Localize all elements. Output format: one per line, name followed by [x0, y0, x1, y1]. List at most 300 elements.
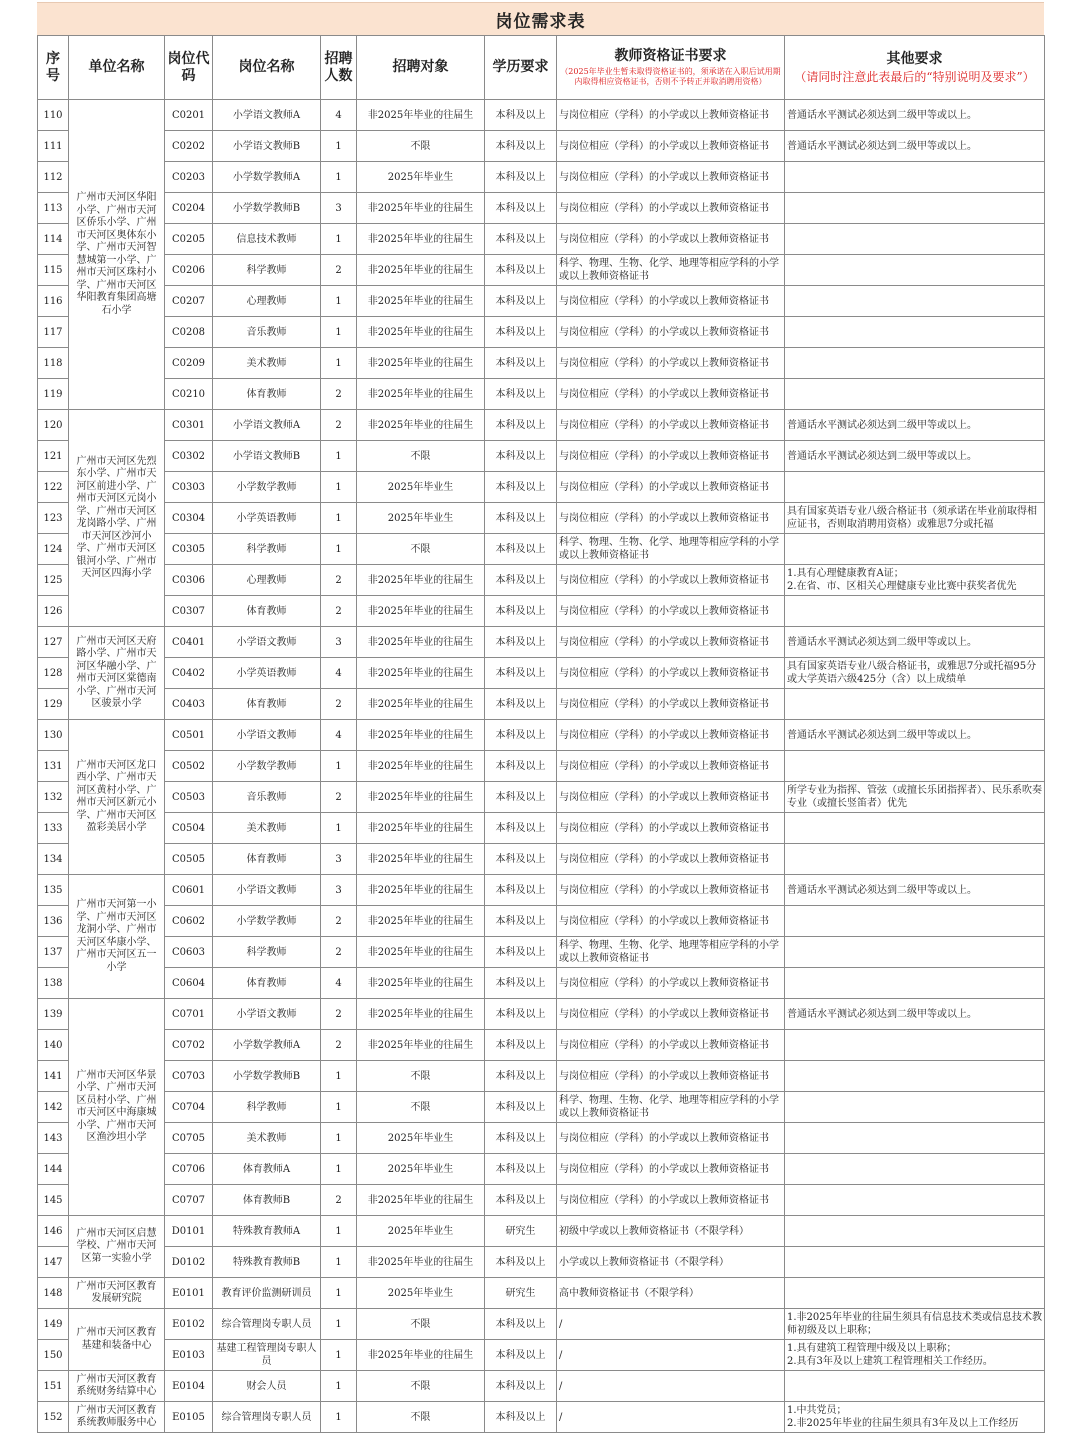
other-cell: [785, 348, 1045, 379]
num-cell: 1: [321, 131, 357, 162]
num-cell: 1: [321, 1154, 357, 1185]
table-row: [38, 751, 1045, 782]
post-cell: 小学语文教师B: [213, 131, 321, 162]
edu-cell: 本科及以上: [485, 813, 557, 844]
other-cell: [785, 844, 1045, 875]
table-row: [38, 1123, 1045, 1154]
num-cell: 1: [321, 1092, 357, 1123]
target-cell: 非2025年毕业的往届生: [357, 565, 485, 596]
cert-cell: 与岗位相应（学科）的小学或以上教师资格证书: [557, 968, 785, 999]
num-cell: 2: [321, 999, 357, 1030]
code-cell: C0207: [165, 286, 213, 317]
other-cell: [785, 255, 1045, 286]
seq-cell: 119: [38, 379, 69, 410]
edu-cell: 本科及以上: [485, 224, 557, 255]
post-cell: 美术教师: [213, 348, 321, 379]
cert-cell: 与岗位相应（学科）的小学或以上教师资格证书: [557, 503, 785, 534]
unit-name-cell: 广州市天河区教育系统教师服务中心: [69, 1402, 165, 1433]
seq-cell: 130: [38, 720, 69, 751]
cert-cell: 与岗位相应（学科）的小学或以上教师资格证书: [557, 286, 785, 317]
table-row: [38, 1371, 1045, 1402]
edu-cell: 本科及以上: [485, 1092, 557, 1123]
seq-cell: 149: [38, 1309, 69, 1340]
post-cell: 教育评价监测研训员: [213, 1278, 321, 1309]
cert-cell: 与岗位相应（学科）的小学或以上教师资格证书: [557, 782, 785, 813]
code-cell: C0505: [165, 844, 213, 875]
cert-cell: 与岗位相应（学科）的小学或以上教师资格证书: [557, 193, 785, 224]
cert-cell: 与岗位相应（学科）的小学或以上教师资格证书: [557, 596, 785, 627]
code-cell: C0707: [165, 1185, 213, 1216]
header-post: 岗位名称: [213, 36, 321, 100]
post-cell: 小学数学教师A: [213, 162, 321, 193]
code-cell: C0208: [165, 317, 213, 348]
cert-cell: 与岗位相应（学科）的小学或以上教师资格证书: [557, 751, 785, 782]
num-cell: 1: [321, 813, 357, 844]
cert-cell: 与岗位相应（学科）的小学或以上教师资格证书: [557, 658, 785, 689]
edu-cell: 本科及以上: [485, 534, 557, 565]
code-cell: C0303: [165, 472, 213, 503]
table-row: [38, 193, 1045, 224]
num-cell: 2: [321, 255, 357, 286]
post-cell: 小学数学教师: [213, 906, 321, 937]
edu-cell: 本科及以上: [485, 317, 557, 348]
target-cell: 非2025年毕业的往届生: [357, 627, 485, 658]
code-cell: E0104: [165, 1371, 213, 1402]
post-cell: 小学语文教师: [213, 999, 321, 1030]
target-cell: 非2025年毕业的往届生: [357, 782, 485, 813]
other-cell: [785, 1371, 1045, 1402]
table-row: [38, 534, 1045, 565]
other-cell: [785, 1216, 1045, 1247]
other-cell: [785, 937, 1045, 968]
num-cell: 1: [321, 472, 357, 503]
cert-cell: 科学、物理、生物、化学、地理等相应学科的小学或以上教师资格证书: [557, 937, 785, 968]
seq-cell: 145: [38, 1185, 69, 1216]
unit-name-cell: 广州市天河区龙口西小学、广州市天河区黄村小学、广州市天河区新元小学、广州市天河区盈彩美居小学: [69, 720, 165, 875]
other-cell: 普通话水平测试必须达到二级甲等或以上。: [785, 441, 1045, 472]
code-cell: C0603: [165, 937, 213, 968]
code-cell: C0307: [165, 596, 213, 627]
num-cell: 2: [321, 689, 357, 720]
post-cell: 综合管理岗专职人员: [213, 1309, 321, 1340]
post-cell: 科学教师: [213, 534, 321, 565]
post-cell: 美术教师: [213, 1123, 321, 1154]
table-row: [38, 441, 1045, 472]
table-row: [38, 472, 1045, 503]
seq-cell: 125: [38, 565, 69, 596]
code-cell: C0501: [165, 720, 213, 751]
target-cell: 不限: [357, 1402, 485, 1433]
target-cell: 非2025年毕业的往届生: [357, 751, 485, 782]
seq-cell: 150: [38, 1340, 69, 1371]
edu-cell: 本科及以上: [485, 782, 557, 813]
edu-cell: 本科及以上: [485, 348, 557, 379]
code-cell: C0604: [165, 968, 213, 999]
other-cell: [785, 534, 1045, 565]
num-cell: 1: [321, 1123, 357, 1154]
unit-name-cell: 广州市天河区先烈东小学、广州市天河区前进小学、广州市天河区元岗小学、广州市天河区龙岗路小学、广州市天河区沙河小学、广州市天河区银河小学、广州市天河区四海小学: [69, 410, 165, 627]
cert-cell: 与岗位相应（学科）的小学或以上教师资格证书: [557, 1061, 785, 1092]
code-cell: C0201: [165, 100, 213, 131]
other-cell: [785, 224, 1045, 255]
code-cell: C0206: [165, 255, 213, 286]
edu-cell: 本科及以上: [485, 379, 557, 410]
other-cell: [785, 751, 1045, 782]
cert-cell: /: [557, 1371, 785, 1402]
post-cell: 体育教师A: [213, 1154, 321, 1185]
code-cell: C0205: [165, 224, 213, 255]
table-row: [38, 689, 1045, 720]
table-row: [38, 782, 1045, 813]
cert-cell: /: [557, 1309, 785, 1340]
table-row: [38, 596, 1045, 627]
cert-cell: 与岗位相应（学科）的小学或以上教师资格证书: [557, 100, 785, 131]
edu-cell: 本科及以上: [485, 1402, 557, 1433]
other-cell: 1.非2025年毕业的往届生须具有信息技术类或信息技术教师初级及以上职称；: [785, 1309, 1045, 1340]
target-cell: 非2025年毕业的往届生: [357, 100, 485, 131]
post-cell: 音乐教师: [213, 317, 321, 348]
seq-cell: 114: [38, 224, 69, 255]
cert-cell: 与岗位相应（学科）的小学或以上教师资格证书: [557, 379, 785, 410]
cert-cell: 科学、物理、生物、化学、地理等相应学科的小学或以上教师资格证书: [557, 534, 785, 565]
num-cell: 3: [321, 627, 357, 658]
post-cell: 信息技术教师: [213, 224, 321, 255]
code-cell: C0403: [165, 689, 213, 720]
header-row: [38, 36, 1045, 100]
target-cell: 不限: [357, 441, 485, 472]
seq-cell: 122: [38, 472, 69, 503]
table-row: [38, 286, 1045, 317]
post-cell: 体育教师: [213, 379, 321, 410]
seq-cell: 121: [38, 441, 69, 472]
edu-cell: 本科及以上: [485, 658, 557, 689]
target-cell: 非2025年毕业的往届生: [357, 348, 485, 379]
num-cell: 1: [321, 1402, 357, 1433]
code-cell: E0102: [165, 1309, 213, 1340]
post-cell: 特殊教育教师A: [213, 1216, 321, 1247]
post-cell: 小学数学教师: [213, 751, 321, 782]
other-cell: [785, 317, 1045, 348]
code-cell: C0209: [165, 348, 213, 379]
header-cert-note: （2025年毕业生暂未取得资格证书的，须承诺在入职后试用期内取得相应资格证书，否则不予转正并取消聘用资格）: [560, 67, 781, 86]
cert-cell: 高中教师资格证书（不限学科）: [557, 1278, 785, 1309]
cert-cell: 与岗位相应（学科）的小学或以上教师资格证书: [557, 844, 785, 875]
other-cell: [785, 1061, 1045, 1092]
num-cell: 1: [321, 224, 357, 255]
num-cell: 1: [321, 751, 357, 782]
target-cell: 非2025年毕业的往届生: [357, 875, 485, 906]
table-row: [38, 906, 1045, 937]
cert-cell: /: [557, 1340, 785, 1371]
table-row: [38, 1030, 1045, 1061]
seq-cell: 126: [38, 596, 69, 627]
post-cell: 基建工程管理岗专职人员: [213, 1340, 321, 1371]
code-cell: C0703: [165, 1061, 213, 1092]
cert-cell: 与岗位相应（学科）的小学或以上教师资格证书: [557, 1154, 785, 1185]
code-cell: C0304: [165, 503, 213, 534]
table-row: [38, 720, 1045, 751]
code-cell: C0302: [165, 441, 213, 472]
cert-cell: 与岗位相应（学科）的小学或以上教师资格证书: [557, 472, 785, 503]
target-cell: 非2025年毕业的往届生: [357, 286, 485, 317]
target-cell: 非2025年毕业的往届生: [357, 224, 485, 255]
seq-cell: 129: [38, 689, 69, 720]
post-cell: 小学语文教师: [213, 627, 321, 658]
num-cell: 1: [321, 317, 357, 348]
post-cell: 小学数学教师B: [213, 193, 321, 224]
header-cert-title: 教师资格证书要求: [614, 48, 727, 64]
other-cell: [785, 286, 1045, 317]
post-cell: 小学数学教师A: [213, 1030, 321, 1061]
edu-cell: 本科及以上: [485, 472, 557, 503]
code-cell: C0210: [165, 379, 213, 410]
target-cell: 非2025年毕业的往届生: [357, 1247, 485, 1278]
other-cell: [785, 906, 1045, 937]
target-cell: 非2025年毕业的往届生: [357, 596, 485, 627]
post-cell: 心理教师: [213, 286, 321, 317]
unit-name-cell: 广州市天河区教育基建和装备中心: [69, 1309, 165, 1371]
header-other-note: （请同时注意此表最后的“特别说明及要求”）: [794, 69, 1035, 84]
target-cell: 非2025年毕业的往届生: [357, 1185, 485, 1216]
edu-cell: 本科及以上: [485, 999, 557, 1030]
other-cell: [785, 1030, 1045, 1061]
edu-cell: 本科及以上: [485, 1061, 557, 1092]
header-other: [785, 36, 1045, 100]
target-cell: 不限: [357, 534, 485, 565]
num-cell: 4: [321, 968, 357, 999]
edu-cell: 本科及以上: [485, 689, 557, 720]
num-cell: 2: [321, 782, 357, 813]
post-cell: 小学语文教师A: [213, 100, 321, 131]
target-cell: 非2025年毕业的往届生: [357, 689, 485, 720]
code-cell: C0402: [165, 658, 213, 689]
num-cell: 2: [321, 410, 357, 441]
edu-cell: 本科及以上: [485, 565, 557, 596]
target-cell: 2025年毕业生: [357, 472, 485, 503]
seq-cell: 146: [38, 1216, 69, 1247]
edu-cell: 本科及以上: [485, 286, 557, 317]
post-cell: 音乐教师: [213, 782, 321, 813]
edu-cell: 本科及以上: [485, 937, 557, 968]
other-cell: 具有国家英语专业八级合格证书（须承诺在毕业前取得相应证书，否则取消聘用资格）或雅思7分或托福: [785, 503, 1045, 534]
code-cell: C0704: [165, 1092, 213, 1123]
post-cell: 小学语文教师: [213, 875, 321, 906]
unit-name-cell: 广州市天河第一小学、广州市天河区龙洞小学、广州市天河区华康小学、广州市天河区五一小学: [69, 875, 165, 999]
other-cell: [785, 968, 1045, 999]
target-cell: 非2025年毕业的往届生: [357, 968, 485, 999]
cert-cell: 与岗位相应（学科）的小学或以上教师资格证书: [557, 720, 785, 751]
num-cell: 3: [321, 844, 357, 875]
unit-name-cell: 广州市天河区华景小学、广州市天河区员村小学、广州市天河区中海康城小学、广州市天河区渔沙坦小学: [69, 999, 165, 1216]
code-cell: C0204: [165, 193, 213, 224]
target-cell: 2025年毕业生: [357, 162, 485, 193]
code-cell: C0301: [165, 410, 213, 441]
num-cell: 1: [321, 1278, 357, 1309]
seq-cell: 147: [38, 1247, 69, 1278]
unit-name-cell: 广州市天河区教育系统财务结算中心: [69, 1371, 165, 1402]
num-cell: 1: [321, 503, 357, 534]
code-cell: C0202: [165, 131, 213, 162]
cert-cell: 与岗位相应（学科）的小学或以上教师资格证书: [557, 410, 785, 441]
target-cell: 2025年毕业生: [357, 1216, 485, 1247]
seq-cell: 111: [38, 131, 69, 162]
other-cell: [785, 1247, 1045, 1278]
post-cell: 科学教师: [213, 1092, 321, 1123]
seq-cell: 115: [38, 255, 69, 286]
other-cell: [785, 193, 1045, 224]
num-cell: 3: [321, 875, 357, 906]
num-cell: 1: [321, 1371, 357, 1402]
cert-cell: 与岗位相应（学科）的小学或以上教师资格证书: [557, 1123, 785, 1154]
edu-cell: 本科及以上: [485, 875, 557, 906]
cert-cell: 与岗位相应（学科）的小学或以上教师资格证书: [557, 906, 785, 937]
seq-cell: 142: [38, 1092, 69, 1123]
unit-name-cell: 广州市天河区天府路小学、广州市天河区华融小学、广州市天河区棠德南小学、广州市天河区骏景小学: [69, 627, 165, 720]
target-cell: 2025年毕业生: [357, 1278, 485, 1309]
seq-cell: 141: [38, 1061, 69, 1092]
edu-cell: 本科及以上: [485, 1030, 557, 1061]
target-cell: 非2025年毕业的往届生: [357, 379, 485, 410]
seq-cell: 118: [38, 348, 69, 379]
post-cell: 体育教师: [213, 844, 321, 875]
edu-cell: 本科及以上: [485, 1154, 557, 1185]
table-row: [38, 1247, 1045, 1278]
header-unit: 单位名称: [69, 36, 165, 100]
edu-cell: 本科及以上: [485, 906, 557, 937]
cert-cell: 与岗位相应（学科）的小学或以上教师资格证书: [557, 162, 785, 193]
cert-cell: 与岗位相应（学科）的小学或以上教师资格证书: [557, 813, 785, 844]
code-cell: C0305: [165, 534, 213, 565]
num-cell: 2: [321, 379, 357, 410]
num-cell: 1: [321, 441, 357, 472]
edu-cell: 本科及以上: [485, 193, 557, 224]
edu-cell: 本科及以上: [485, 503, 557, 534]
seq-cell: 133: [38, 813, 69, 844]
table-title: 岗位需求表: [37, 2, 1044, 36]
cert-cell: 与岗位相应（学科）的小学或以上教师资格证书: [557, 565, 785, 596]
seq-cell: 117: [38, 317, 69, 348]
cert-cell: 科学、物理、生物、化学、地理等相应学科的小学或以上教师资格证书: [557, 255, 785, 286]
cert-cell: 与岗位相应（学科）的小学或以上教师资格证书: [557, 1030, 785, 1061]
cert-cell: 与岗位相应（学科）的小学或以上教师资格证书: [557, 627, 785, 658]
target-cell: 非2025年毕业的往届生: [357, 1030, 485, 1061]
seq-cell: 134: [38, 844, 69, 875]
edu-cell: 本科及以上: [485, 720, 557, 751]
num-cell: 1: [321, 286, 357, 317]
num-cell: 2: [321, 937, 357, 968]
post-cell: 体育教师: [213, 968, 321, 999]
other-cell: 1.中共党员； 2.非2025年毕业的往届生须具有3年及以上工作经历: [785, 1402, 1045, 1433]
other-cell: [785, 1123, 1045, 1154]
num-cell: 1: [321, 1216, 357, 1247]
seq-cell: 112: [38, 162, 69, 193]
table-row: [38, 1402, 1045, 1433]
header-other-title: 其他要求: [886, 50, 943, 67]
num-cell: 4: [321, 658, 357, 689]
other-cell: [785, 1185, 1045, 1216]
seq-cell: 110: [38, 100, 69, 131]
post-cell: 美术教师: [213, 813, 321, 844]
table-row: [38, 968, 1045, 999]
header-num: 招聘人数: [321, 36, 357, 100]
seq-cell: 120: [38, 410, 69, 441]
cert-cell: 与岗位相应（学科）的小学或以上教师资格证书: [557, 441, 785, 472]
post-cell: 心理教师: [213, 565, 321, 596]
edu-cell: 本科及以上: [485, 1123, 557, 1154]
header-cert: [557, 36, 785, 100]
edu-cell: 本科及以上: [485, 596, 557, 627]
edu-cell: 本科及以上: [485, 1309, 557, 1340]
code-cell: D0102: [165, 1247, 213, 1278]
table-row: [38, 317, 1045, 348]
edu-cell: 本科及以上: [485, 1247, 557, 1278]
seq-cell: 128: [38, 658, 69, 689]
post-cell: 小学语文教师: [213, 720, 321, 751]
table-row: [38, 1309, 1045, 1340]
num-cell: 1: [321, 348, 357, 379]
post-cell: 小学语文教师A: [213, 410, 321, 441]
cert-cell: 与岗位相应（学科）的小学或以上教师资格证书: [557, 317, 785, 348]
post-cell: 科学教师: [213, 255, 321, 286]
target-cell: 非2025年毕业的往届生: [357, 410, 485, 441]
table-row: [38, 131, 1045, 162]
target-cell: 不限: [357, 1092, 485, 1123]
table-row: [38, 1185, 1045, 1216]
num-cell: 4: [321, 720, 357, 751]
table-row: [38, 503, 1045, 534]
cert-cell: 与岗位相应（学科）的小学或以上教师资格证书: [557, 224, 785, 255]
seq-cell: 113: [38, 193, 69, 224]
other-cell: 普通话水平测试必须达到二级甲等或以上。: [785, 875, 1045, 906]
cert-cell: 与岗位相应（学科）的小学或以上教师资格证书: [557, 1185, 785, 1216]
seq-cell: 124: [38, 534, 69, 565]
target-cell: 非2025年毕业的往届生: [357, 813, 485, 844]
num-cell: 1: [321, 1061, 357, 1092]
code-cell: C0502: [165, 751, 213, 782]
target-cell: 2025年毕业生: [357, 1154, 485, 1185]
code-cell: C0702: [165, 1030, 213, 1061]
post-cell: 体育教师: [213, 596, 321, 627]
table-row: [38, 1154, 1045, 1185]
cert-cell: /: [557, 1402, 785, 1433]
other-cell: [785, 1278, 1045, 1309]
code-cell: C0706: [165, 1154, 213, 1185]
other-cell: 1.具有心理健康教育A证； 2.在省、市、区相关心理健康专业比赛中获奖者优先: [785, 565, 1045, 596]
target-cell: 不限: [357, 1371, 485, 1402]
seq-cell: 151: [38, 1371, 69, 1402]
code-cell: E0103: [165, 1340, 213, 1371]
target-cell: 非2025年毕业的往届生: [357, 1340, 485, 1371]
seq-cell: 132: [38, 782, 69, 813]
edu-cell: 研究生: [485, 1278, 557, 1309]
target-cell: 非2025年毕业的往届生: [357, 193, 485, 224]
post-cell: 综合管理岗专职人员: [213, 1402, 321, 1433]
table-row: [38, 100, 1045, 131]
edu-cell: 本科及以上: [485, 627, 557, 658]
code-cell: E0105: [165, 1402, 213, 1433]
other-cell: 普通话水平测试必须达到二级甲等或以上。: [785, 720, 1045, 751]
cert-cell: 与岗位相应（学科）的小学或以上教师资格证书: [557, 999, 785, 1030]
code-cell: C0504: [165, 813, 213, 844]
table-row: [38, 937, 1045, 968]
other-cell: 普通话水平测试必须达到二级甲等或以上。: [785, 100, 1045, 131]
target-cell: 不限: [357, 1309, 485, 1340]
num-cell: 1: [321, 1309, 357, 1340]
other-cell: [785, 1154, 1045, 1185]
seq-cell: 116: [38, 286, 69, 317]
other-cell: 具有国家英语专业八级合格证书，或雅思7分或托福95分或大学英语六级425分（含）以上成绩单: [785, 658, 1045, 689]
target-cell: 2025年毕业生: [357, 1123, 485, 1154]
